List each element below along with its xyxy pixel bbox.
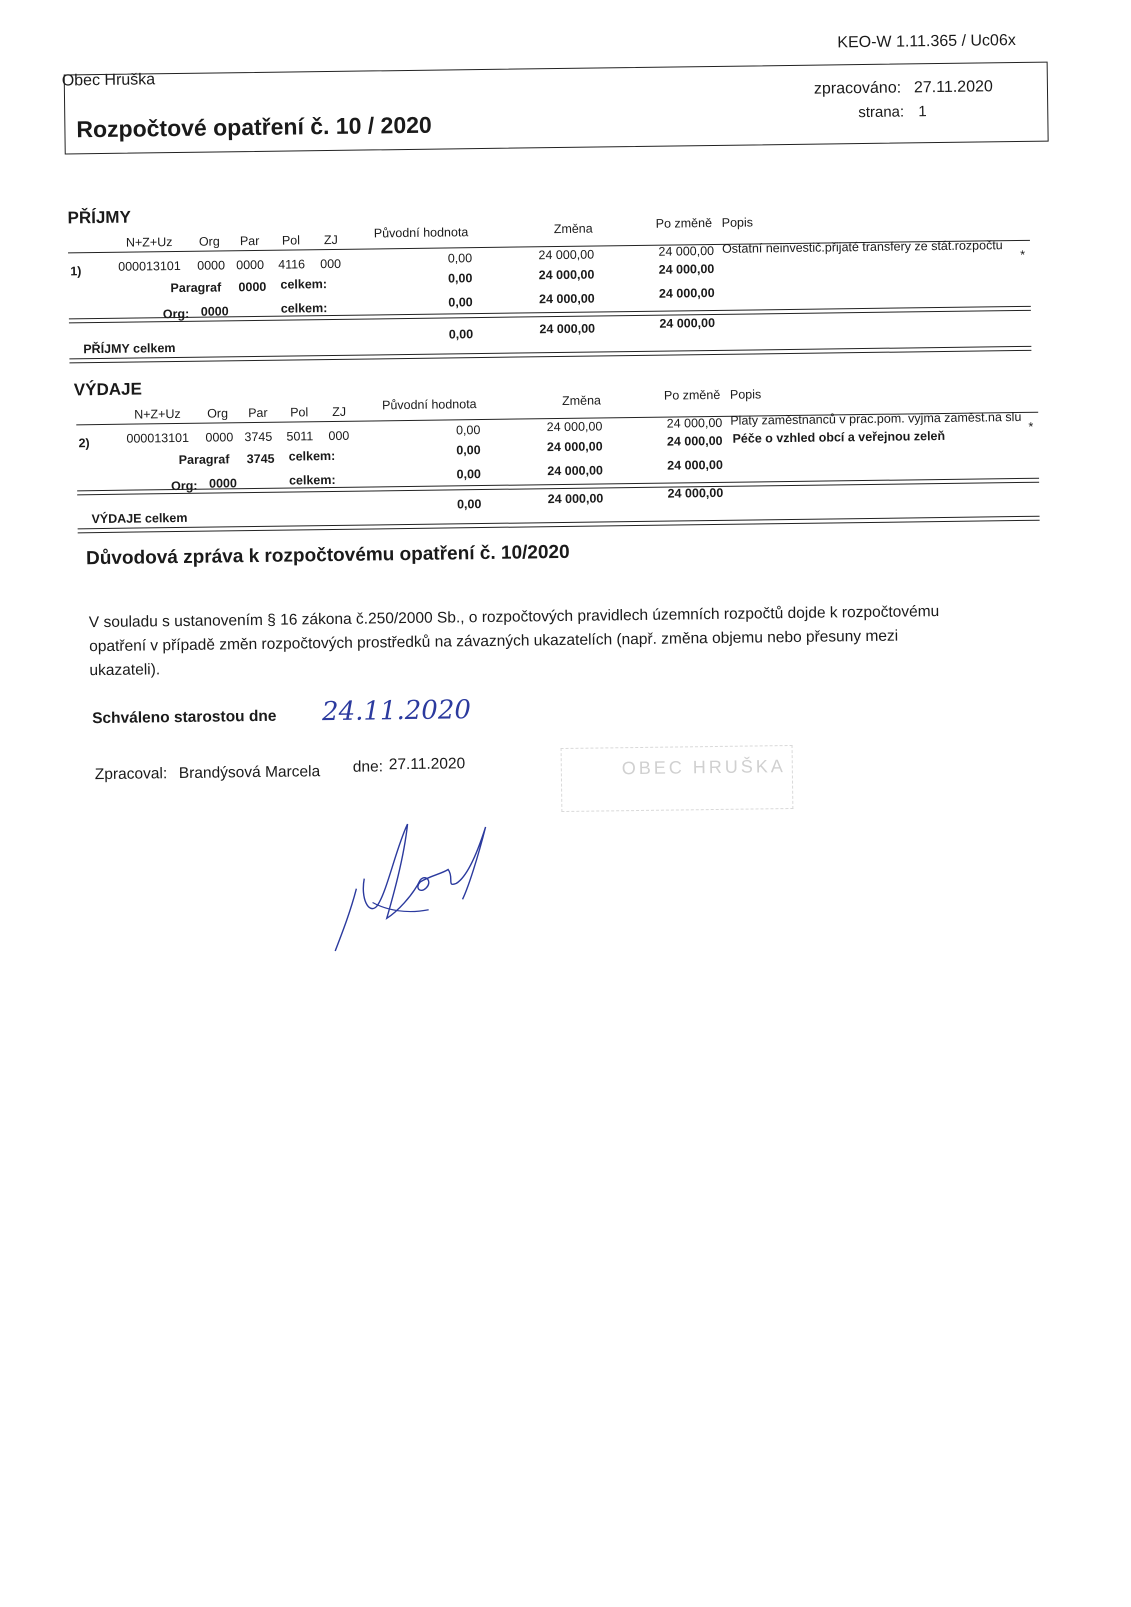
paragraf-desc: Péče o vzhled obcí a veřejnou zeleň bbox=[732, 428, 946, 446]
total-label: PŘÍJMY celkem bbox=[83, 341, 176, 357]
section-title-prijmy: PŘÍJMY bbox=[67, 207, 131, 228]
total-change: 24 000,00 bbox=[539, 321, 596, 337]
paragraf-total-label: celkem: bbox=[288, 448, 336, 464]
total-change: 24 000,00 bbox=[547, 491, 604, 507]
official-stamp bbox=[561, 745, 794, 812]
org-after: 24 000,00 bbox=[667, 457, 723, 473]
row-zj: 000 bbox=[320, 256, 342, 272]
row-pol: 5011 bbox=[286, 429, 314, 444]
stamp-text: OBEC HRUŠKA bbox=[621, 756, 786, 779]
report-text-line-2: opatření v případě změn rozpočtových prostředků na závazných ukazatelích (např. změna objemu nebo přesuny mezi bbox=[89, 627, 899, 656]
paragraf-code: 0000 bbox=[238, 279, 267, 295]
paragraf-label: Paragraf bbox=[170, 280, 222, 296]
row-original: 0,00 bbox=[447, 251, 473, 266]
row-desc: Platy zaměstnanců v prac.pom. vyjma zaměst.na slu bbox=[730, 409, 1022, 428]
processed-date: 27.11.2020 bbox=[913, 78, 993, 97]
row-org: 0000 bbox=[197, 258, 226, 273]
col-original: Původní hodnota bbox=[381, 397, 477, 413]
approved-label: Schváleno starostou dne bbox=[92, 707, 277, 728]
col-desc: Popis bbox=[729, 387, 762, 402]
org-label: Org: bbox=[162, 306, 190, 322]
col-desc: Popis bbox=[721, 215, 754, 230]
org-change: 24 000,00 bbox=[538, 291, 595, 307]
row-zj: 000 bbox=[328, 428, 350, 444]
col-change: Změna bbox=[561, 393, 602, 408]
total-original: 0,00 bbox=[456, 497, 482, 512]
processed-by-name: Brandýsová Marcela bbox=[178, 763, 321, 783]
row-after: 24 000,00 bbox=[666, 415, 723, 431]
col-par: Par bbox=[239, 233, 260, 249]
row-change: 24 000,00 bbox=[538, 247, 595, 263]
report-text-line-3: ukazateli). bbox=[89, 661, 161, 680]
col-change: Změna bbox=[553, 221, 593, 237]
col-zj: ZJ bbox=[323, 232, 338, 248]
page-label: strana: bbox=[858, 103, 905, 122]
row-original: 0,00 bbox=[455, 423, 481, 438]
row-pol: 4116 bbox=[278, 257, 306, 272]
row-star: * bbox=[1020, 247, 1026, 262]
col-org: Org bbox=[207, 406, 229, 421]
total-after: 24 000,00 bbox=[667, 485, 724, 501]
paragraf-total-label: celkem: bbox=[280, 277, 328, 292]
report-title: Důvodová zpráva k rozpočtovému opatření č. 10/2020 bbox=[85, 541, 570, 570]
row-par: 0000 bbox=[236, 257, 265, 273]
processed-date-value: 27.11.2020 bbox=[388, 755, 466, 774]
col-org: Org bbox=[198, 234, 220, 249]
paragraf-original: 0,00 bbox=[456, 443, 481, 458]
processed-date-label: dne: bbox=[352, 758, 384, 776]
divider bbox=[69, 346, 1031, 364]
org-total-label: celkem: bbox=[280, 301, 328, 316]
row-index: 1) bbox=[70, 264, 82, 279]
total-after: 24 000,00 bbox=[659, 315, 716, 331]
paragraf-label: Paragraf bbox=[178, 452, 230, 467]
row-nzuz: 000013101 bbox=[126, 430, 190, 446]
processed-label: zpracováno: bbox=[813, 79, 902, 98]
approved-date-handwritten: 24.11.2020 bbox=[321, 695, 472, 728]
col-pol: Pol bbox=[290, 405, 309, 420]
row-desc: Ostatní neinvestič.přijaté transfery ze stát.rozpočtu bbox=[721, 238, 1003, 256]
org-total-label: celkem: bbox=[288, 472, 336, 488]
org-original: 0,00 bbox=[448, 295, 473, 310]
divider bbox=[78, 516, 1040, 534]
org-label: Org: bbox=[171, 478, 198, 494]
org-code: 0000 bbox=[208, 476, 237, 491]
total-label: VÝDAJE celkem bbox=[91, 510, 188, 527]
col-nzuz: N+Z+Uz bbox=[134, 406, 181, 422]
org-original: 0,00 bbox=[456, 467, 482, 482]
col-original: Původní hodnota bbox=[373, 225, 469, 241]
paragraf-original: 0,00 bbox=[447, 271, 473, 286]
row-change: 24 000,00 bbox=[546, 419, 603, 435]
municipality-name: Obec Hruška bbox=[61, 71, 156, 90]
row-star: * bbox=[1028, 419, 1034, 434]
row-after: 24 000,00 bbox=[658, 243, 715, 259]
version-label: KEO-W 1.11.365 / Uc06x bbox=[837, 32, 1016, 52]
section-title-vydaje: VÝDAJE bbox=[73, 379, 142, 400]
row-nzuz: 000013101 bbox=[118, 258, 181, 274]
signature-drawing bbox=[315, 817, 507, 959]
page-number: 1 bbox=[918, 103, 927, 121]
paragraf-code: 3745 bbox=[246, 451, 275, 467]
col-par: Par bbox=[248, 405, 268, 421]
paragraf-change: 24 000,00 bbox=[538, 267, 595, 283]
org-after: 24 000,00 bbox=[658, 285, 715, 301]
paragraf-after: 24 000,00 bbox=[666, 433, 723, 449]
paragraf-after: 24 000,00 bbox=[658, 261, 715, 277]
row-index: 2) bbox=[78, 436, 90, 451]
col-pol: Pol bbox=[281, 233, 301, 248]
col-after: Po změně bbox=[663, 387, 721, 403]
row-par: 3745 bbox=[244, 429, 273, 445]
org-change: 24 000,00 bbox=[547, 463, 604, 479]
processed-by-label: Zpracoval: bbox=[94, 765, 168, 784]
report-text-line-1: V souladu s ustanovením § 16 zákona č.250/2000 Sb., o rozpočtových pravidlech územních rozpočtů dojde k rozpočtovému bbox=[88, 603, 940, 632]
col-nzuz: N+Z+Uz bbox=[125, 235, 173, 250]
org-code: 0000 bbox=[200, 304, 229, 319]
total-original: 0,00 bbox=[448, 327, 474, 342]
col-zj: ZJ bbox=[332, 404, 347, 419]
page-title: Rozpočtové opatření č. 10 / 2020 bbox=[76, 111, 432, 143]
row-org: 0000 bbox=[205, 430, 234, 445]
col-after: Po změně bbox=[655, 215, 713, 231]
paragraf-change: 24 000,00 bbox=[546, 439, 603, 455]
